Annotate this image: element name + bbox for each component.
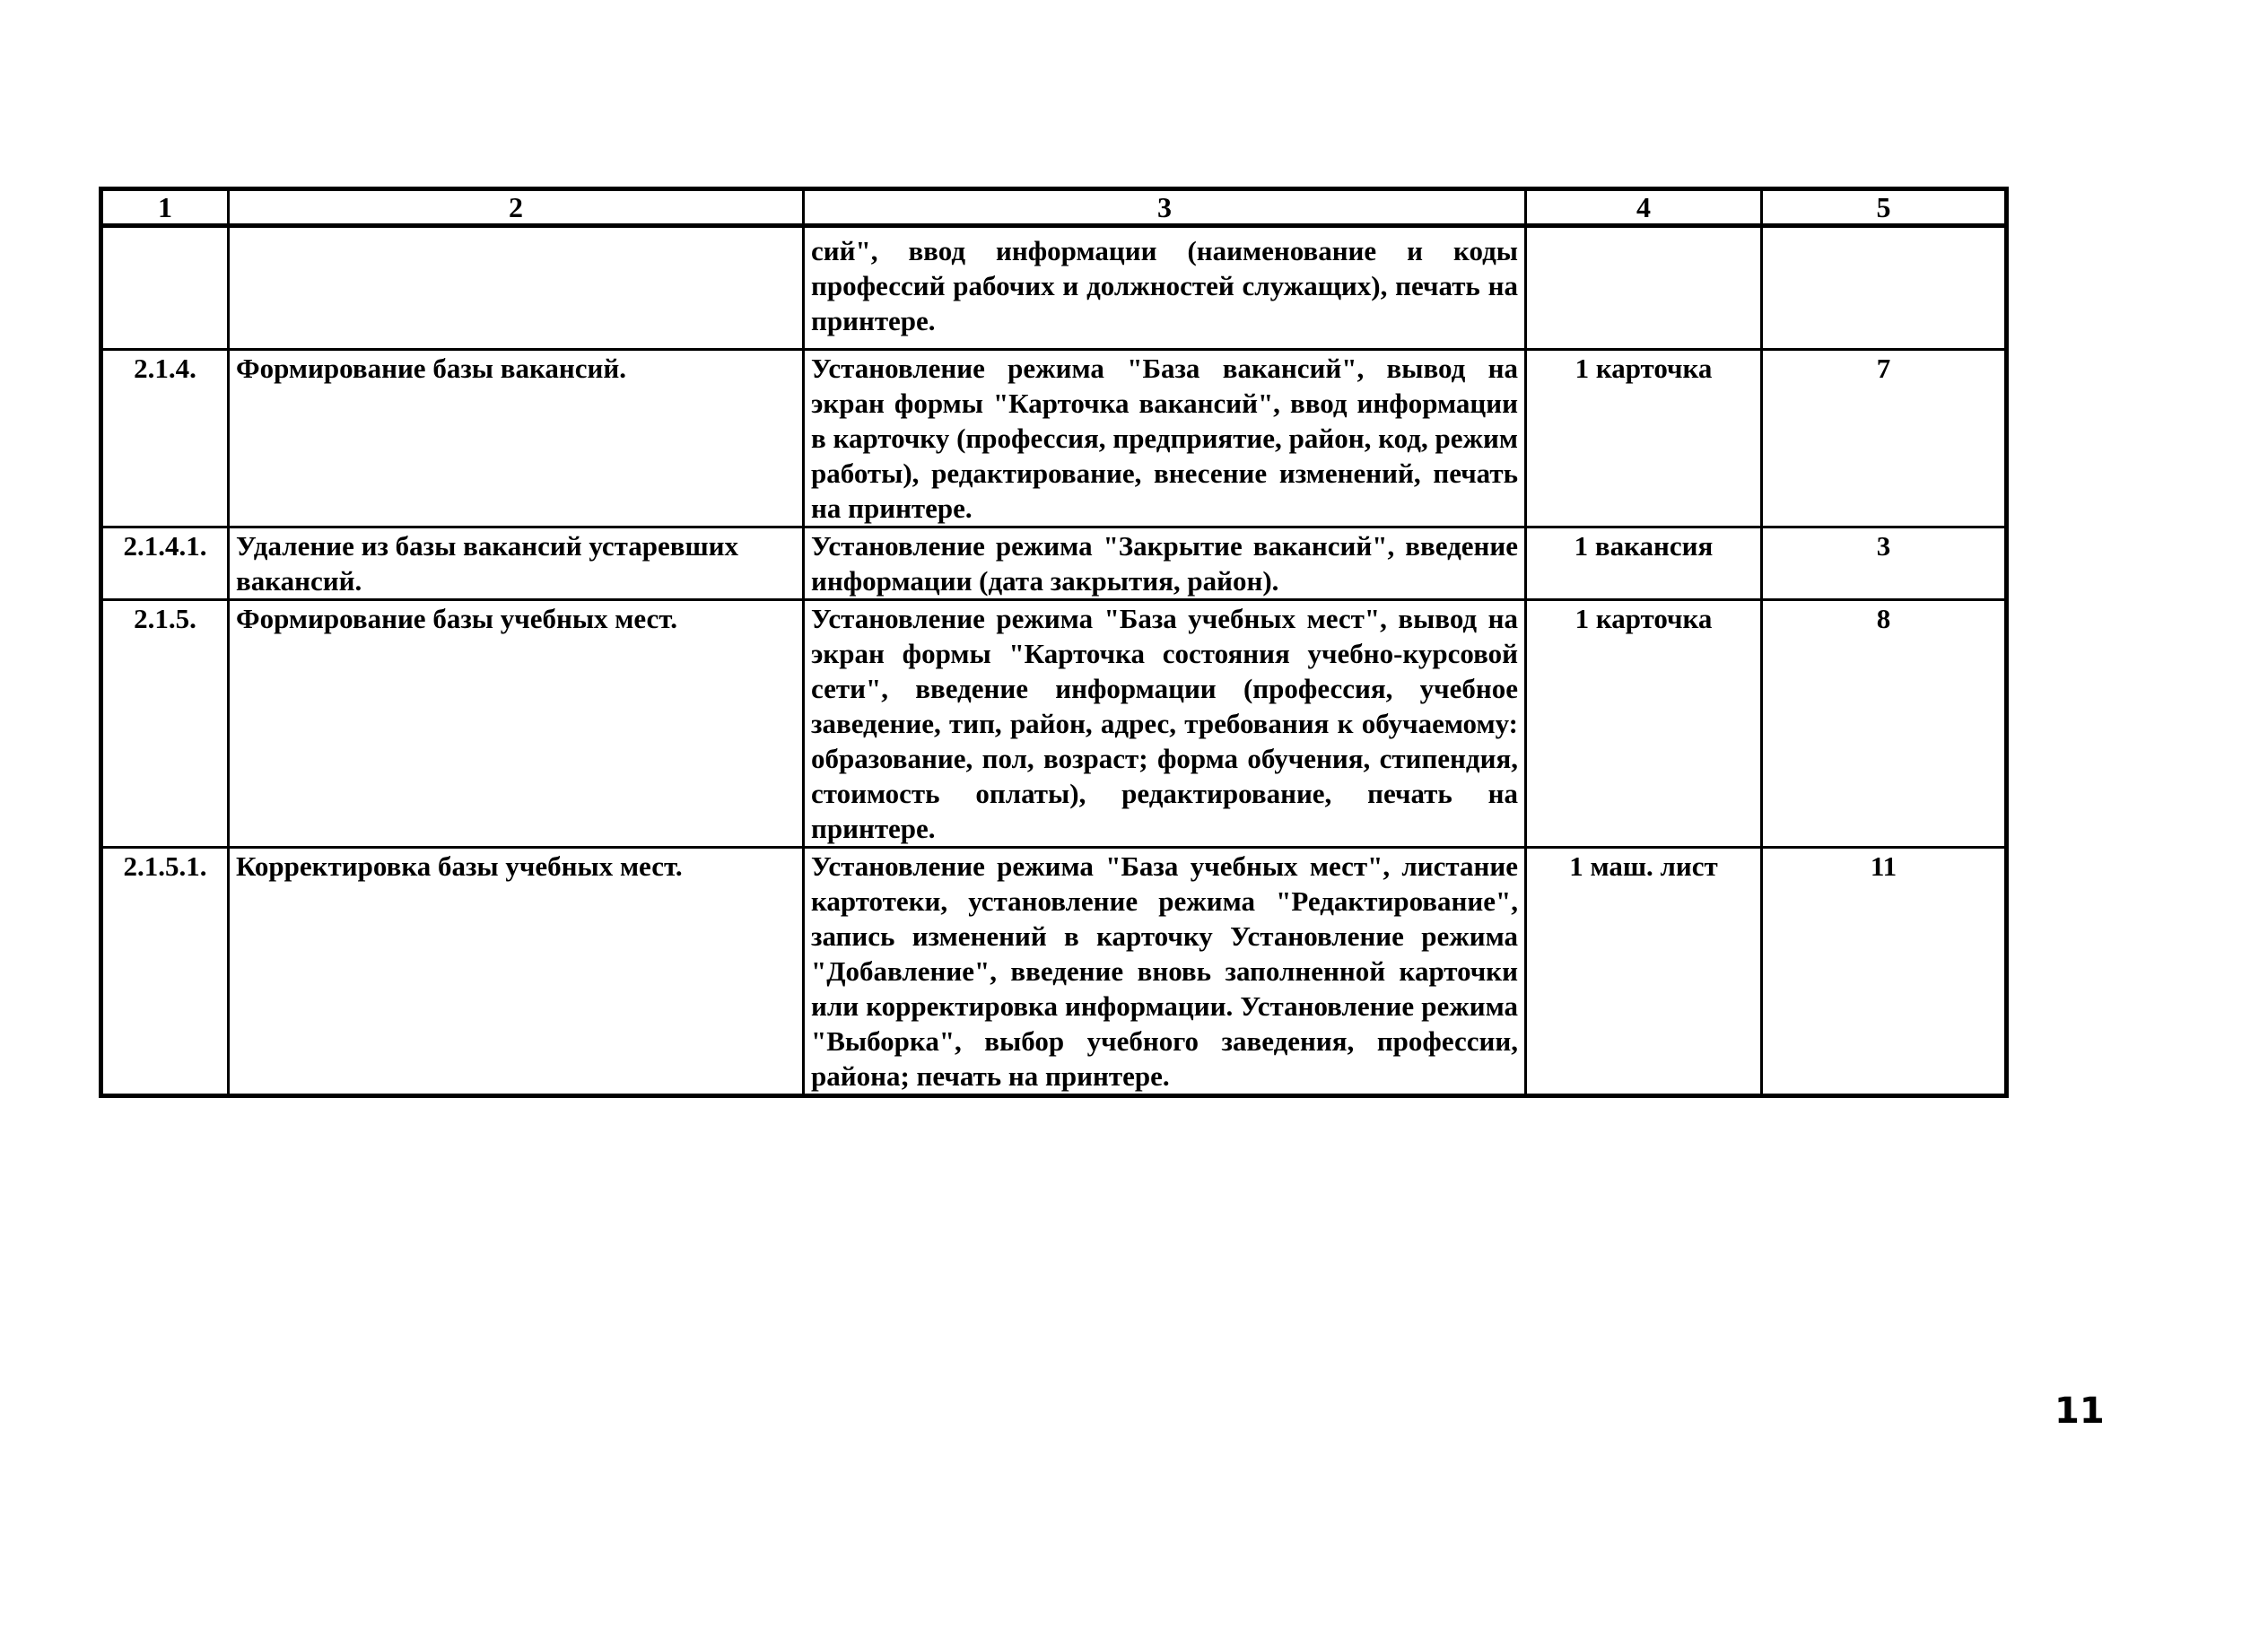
row-operation-name: Удаление из базы вакансий устаревших вакансий.: [229, 527, 804, 600]
row-time: 11: [1762, 848, 2007, 1096]
header-col-3: 3: [804, 189, 1526, 226]
row-number: 2.1.4.1.: [101, 527, 229, 600]
table-row: [101, 226, 2007, 350]
header-col-2: 2: [229, 189, 804, 226]
row-operation-name: Корректировка базы учебных мест.: [229, 848, 804, 1096]
header-col-1: 1: [101, 189, 229, 226]
row-unit: 1 вакансия: [1526, 527, 1762, 600]
row-description: Установление режима "База учебных мест", листание картотеки, установление режима "Редактирование", запись изменений в карточку Установление режима "Добавление", введение вновь заполненной карточки или корректировка информации. Установление режима "Выборка", выбор учебного заведения, профессии, района; печать на принтере.: [804, 848, 1526, 1096]
row-operation-name: [229, 226, 804, 350]
row-unit: [1526, 226, 1762, 350]
row-description: сий", ввод информации (наименование и коды профессий рабочих и должностей служащих), печать на принтере.: [804, 226, 1526, 350]
table-header: [101, 189, 2007, 226]
row-description: Установление режима "База вакансий", вывод на экран формы "Карточка вакансий", ввод информации в карточку (профессия, предприятие, район, код, режим работы), редактирование, внесение изменений, печать на принтере.: [804, 350, 1526, 527]
row-operation-name: Формирование базы учебных мест.: [229, 600, 804, 848]
row-time: 3: [1762, 527, 2007, 600]
table-row: [101, 848, 2007, 1096]
row-operation-name: Формирование базы вакансий.: [229, 350, 804, 527]
row-description: Установление режима "Закрытие вакансий", введение информации (дата закрытия, район).: [804, 527, 1526, 600]
page-number: 11: [2054, 1390, 2105, 1432]
row-unit: 1 карточка: [1526, 600, 1762, 848]
operations-table: [99, 187, 2009, 1098]
row-number: 2.1.5.1.: [101, 848, 229, 1096]
table-row: [101, 527, 2007, 600]
row-time: [1762, 226, 2007, 350]
header-col-4: 4: [1526, 189, 1762, 226]
row-unit: 1 карточка: [1526, 350, 1762, 527]
row-number: [101, 226, 229, 350]
row-number: 2.1.5.: [101, 600, 229, 848]
row-time: 7: [1762, 350, 2007, 527]
header-col-5: 5: [1762, 189, 2007, 226]
table-row: [101, 600, 2007, 848]
row-time: 8: [1762, 600, 2007, 848]
table-row: [101, 350, 2007, 527]
row-number: 2.1.4.: [101, 350, 229, 527]
row-description: Установление режима "База учебных мест", вывод на экран формы "Карточка состояния учебно-курсовой сети", введение информации (профессия, учебное заведение, тип, район, адрес, требования к обучаемому: образование, пол, возраст; форма обучения, стипендия, стоимость оплаты), редактирование, печать на принтере.: [804, 600, 1526, 848]
row-unit: 1 маш. лист: [1526, 848, 1762, 1096]
